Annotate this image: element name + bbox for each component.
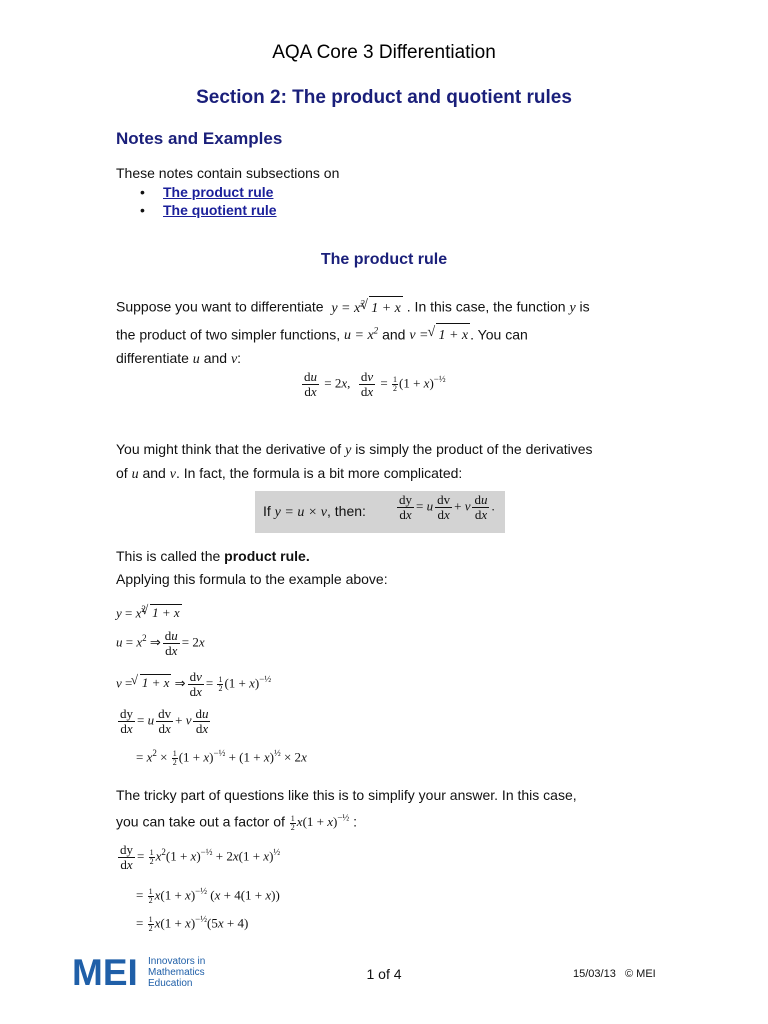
intro-text: These notes contain subsections on [116,165,340,181]
rule-if-text: If [263,503,271,519]
paragraph-derivative [116,438,661,486]
var-u: u [131,467,139,482]
factor-expression: $\frac{1}{2}$ $x(1 + x)^{-\frac{1}{2}}$ [290,813,350,832]
equation-u: $u = x^2$ [344,325,379,344]
simplify-line-2: = $\frac{1}{2}$ $x(1 + x)^{-\frac{1}{2}}$ (x + 4(1 + x)) [136,886,280,905]
work-line-2: $u = x^2$ ⇒ $\frac{du}{dx}$ = 2x [116,628,205,658]
paragraph-called [116,545,656,591]
product-rule-box [255,491,505,533]
notes-heading: Notes and Examples [116,129,283,148]
logo-line: Innovators in [148,956,206,967]
var-v: v [169,467,176,482]
equation-v: v = √ 1 + x [409,328,470,343]
para-text: and [382,326,406,343]
footer-date [573,968,656,980]
quotient-rule-link[interactable]: The quotient rule [163,202,277,218]
section-title: Section 2: The product and quotient rules [196,87,572,108]
rule-then-text: , then: [327,503,366,519]
work-line-1: $y = x^2$ √ 1 + x [116,604,182,621]
paragraph-tricky: The tricky part of questions like this is to simplify your answer. In this case, you can take out a factor of $\frac{1}{2}$ $x(1 + x)^{-\frac{1}{2}}$ : [116,787,577,832]
var-y: y [345,443,352,458]
para-text: . You can [470,326,528,343]
para-text: This is called the [116,548,221,564]
paragraph-intro [116,292,656,371]
para-text: and [203,350,228,367]
list-item [140,201,277,219]
var-y: y [569,300,576,316]
document-title: AQA Core 3 Differentiation [272,42,496,63]
rule-formula: $\frac{dy}{dx}$ = u $\frac{dv}{dx}$ + v $\frac{du}{dx}$ . [399,492,495,522]
product-rule-heading: The product rule [320,251,448,268]
para-text: is simply the product of the derivatives [355,441,593,457]
para-text: : [237,350,242,367]
logo-line: Education [148,978,193,988]
para-text: differentiate [116,350,189,367]
para-text: . In fact, the formula is a bit more complicated: [175,465,463,481]
para-text: Suppose you want to differentiate [116,298,324,315]
simplify-line-3: = $\frac{1}{2}$ $x(1 + x)^{-\frac{1}{2}}(5x + 4)$ [136,914,249,933]
date-text: 15/03/13 [573,968,616,980]
work-line-5: = $x^2$ × $\frac{1}{2}$ $(1 + x)^{-\frac{1}{2}} + (1 + x)^{\frac{1}{2}} \times 2x$ [136,748,307,767]
var-u: u [192,352,200,368]
product-rule-link[interactable]: The product rule [163,184,274,200]
logo-line: Mathematics [148,967,205,978]
para-text: The tricky part of questions like this is to simplify your answer. In this case, [116,787,577,803]
work-line-3: v = √ 1 + x ⇒ $\frac{dv}{dx}$ = $\frac{1}{2}$ $(1 + x)^{-\frac{1}{2}}$ [116,670,271,699]
list-item [140,183,277,201]
var-v: v [230,352,238,368]
copyright-text: © MEI [625,968,656,980]
para-text: and [142,465,166,481]
work-line-4: $\frac{dy}{dx}$ = u $\frac{dv}{dx}$ + v $\frac{du}{dx}$ [120,706,209,736]
para-text: is [579,298,590,315]
product-rule-term: product rule. [224,548,310,564]
rule-statement: If y = u × v, then: [263,503,366,520]
para-text: of [116,465,128,481]
page-number: 1 of 4 [366,966,402,982]
para-text: . In this case, the function [406,298,566,315]
simplify-line-1: $\frac{dy}{dx}$ = $\frac{1}{2}$ $x^2(1 + x)^{-\frac{1}{2}} + 2x(1 + x)^{\frac{1}{2}}$ [120,842,281,872]
equation-y: $y = x^2$ √ 1 + x [331,301,403,316]
para-text: the product of two simpler functions, [116,326,341,343]
subsection-list [140,183,277,219]
para-text: You might think that the derivative of [116,441,342,457]
para-text: you can take out a factor of [116,813,285,830]
logo-letters: MEI [72,954,138,988]
derivatives-display: $\frac{du}{dx}$ = 2x, $\frac{dv}{dx}$ = $\frac{1}{2}$ $(1 + x)^{-\frac{1}{2}}$ [304,369,446,399]
para-text: Applying this formula to the example above: [116,571,388,587]
